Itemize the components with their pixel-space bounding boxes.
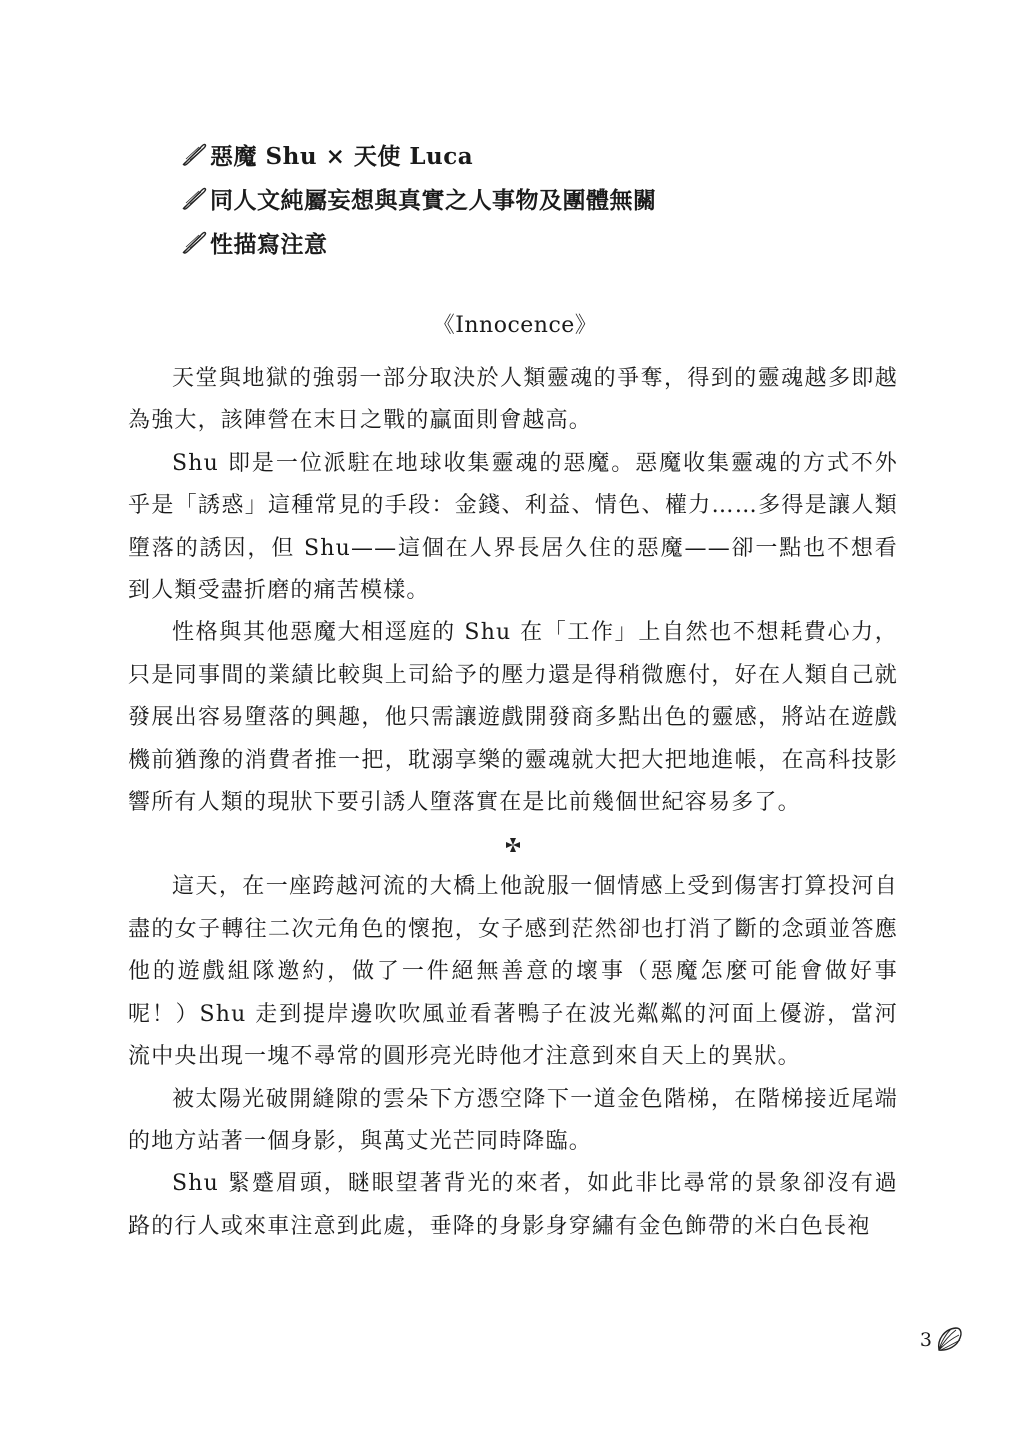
notice-line xyxy=(180,220,880,264)
notice-line xyxy=(180,176,880,220)
quill-icon xyxy=(180,184,208,212)
section-divider xyxy=(128,824,898,866)
notice-text: 性描寫注意 xyxy=(210,230,328,258)
paragraph: 這天，在一座跨越河流的大橋上他說服一個情感上受到傷害打算投河自盡的女子轉往二次元角色的懷抱，女子感到茫然卻也打消了斷的念頭並答應他的遊戲組隊邀約，做了一件絕無善意的壞事（惡魔怎麼可能會做好事呢！）Shu 走到提岸邊吹吹風並看著鴨子在波光粼粼的河面上優游，當河流中央出現一塊不尋常的圓形亮光時他才注意到來自天上的異狀。 xyxy=(128,874,898,1070)
paragraph: Shu 即是一位派駐在地球收集靈魂的惡魔。惡魔收集靈魂的方式不外乎是「誘惑」這種常見的手段：金錢、利益、情色、權力……多得是讓人類墮落的誘因，但 Shu——這個在人界長居久住的惡魔——卻一點也不想看到人類受盡折磨的痛苦模樣。 xyxy=(128,450,898,604)
quill-icon xyxy=(180,228,208,256)
notice-text: 惡魔 Shu × 天使 Luca xyxy=(210,142,474,170)
cross-pattee-icon xyxy=(505,837,521,853)
story-body xyxy=(128,358,898,1248)
content-warnings xyxy=(180,132,880,264)
paragraph: 天堂與地獄的強弱一部分取決於人類靈魂的爭奪，得到的靈魂越多即越為強大，該陣營在末日之戰的贏面則會越高。 xyxy=(128,366,898,434)
shell-icon xyxy=(934,1325,964,1355)
paragraph: 被太陽光破開縫隙的雲朵下方憑空降下一道金色階梯，在階梯接近尾端的地方站著一個身影，與萬丈光芒同時降臨。 xyxy=(128,1086,898,1154)
page-footer xyxy=(920,1325,964,1355)
story-title: 《Innocence》 xyxy=(432,313,598,338)
paragraph: Shu 緊蹙眉頭，瞇眼望著背光的來者，如此非比尋常的景象卻沒有過路的行人或來車注意到此處，垂降的身影身穿繡有金色飾帶的米白色長袍 xyxy=(128,1171,898,1239)
notice-text: 同人文純屬妄想與真實之人事物及團體無關 xyxy=(210,186,657,214)
paragraph: 性格與其他惡魔大相逕庭的 Shu 在「工作」上自然也不想耗費心力，只是同事間的業績比較與上司給予的壓力還是得稍微應付，好在人類自己就發展出容易墮落的興趣，他只需讓遊戲開發商多點出色的靈感，將站在遊戲機前猶豫的消費者推一把，耽溺享樂的靈魂就大把大把地進帳，在高科技影響所有人類的現狀下要引誘人墮落實在是比前幾個世紀容易多了。 xyxy=(128,620,898,816)
page-number: 3 xyxy=(919,1329,932,1351)
quill-icon xyxy=(180,140,208,168)
notice-line xyxy=(180,132,880,176)
